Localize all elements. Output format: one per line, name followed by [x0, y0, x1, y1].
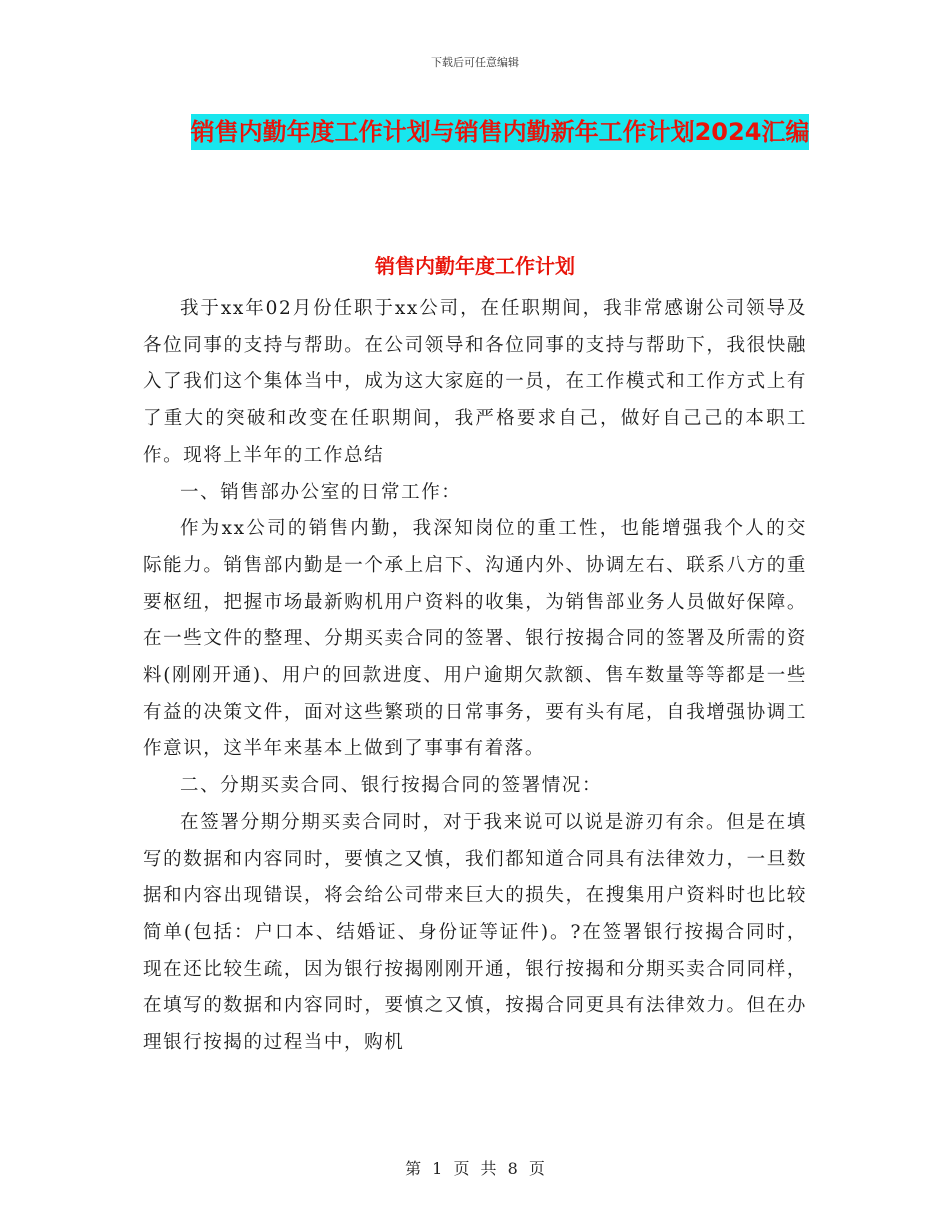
paragraph: 在签署分期分期买卖合同时，对于我来说可以说是游刃有余。但是在填写的数据和内容同时，要慎之又慎，我们都知道合同具有法律效力，一旦数据和内容出现错误，将会给公司带来巨大的损失，在搜集用户资料时也比较简单(包括：户口本、结婚证、身份证等证件)。?在签署银行按揭合同时，现在还比较生疏，因为银行按揭刚刚开通，银行按揭和分期买卖合同同样，在填写的数据和内容同时，要慎之又慎，按揭合同更具有法律效力。但在办理银行按揭的过程当中，购机 [143, 811, 807, 1054]
document-title [190, 110, 810, 154]
paragraph-heading: 一、销售部办公室的日常工作： [180, 481, 462, 503]
page-footer: 第 1 页 共 8 页 [405, 1159, 545, 1178]
paragraph: 我于xx年02月份任职于xx公司，在任职期间，我非常感谢公司领导及各位同事的支持与帮助。在公司领导和各位同事的支持与帮助下，我很快融入了我们这个集体当中，成为这大家庭的一员，在工作模式和工作方式上有了重大的突破和改变在任职期间，我严格要求自己，做好自己己的本职工作。现将上半年的工作总结 [143, 298, 807, 466]
section-title: 销售内勤年度工作计划 [375, 254, 575, 278]
paragraph: 作为xx公司的销售内勤，我深知岗位的重工性，也能增强我个人的交际能力。销售部内勤是一个承上启下、沟通内外、协调左右、联系八方的重要枢纽，把握市场最新购机用户资料的收集，为销售部业务人员做好保障。在一些文件的整理、分期买卖合同的签署、银行按揭合同的签署及所需的资料(刚刚开通)、用户的回款进度、用户逾期欠款额、售车数量等等都是一些有益的决策文件，面对这些繁琐的日常事务，要有头有尾，自我增强协调工作意识，这半年来基本上做到了事事有着落。 [143, 518, 807, 760]
paragraph-heading: 二、分期买卖合同、银行按揭合同的签署情况： [180, 775, 603, 797]
document-body [143, 291, 807, 1062]
header-note: 下载后可任意编辑 [431, 56, 519, 69]
document-title-text: 销售内勤年度工作计划与销售内勤新年工作计划2024汇编 [191, 114, 810, 150]
